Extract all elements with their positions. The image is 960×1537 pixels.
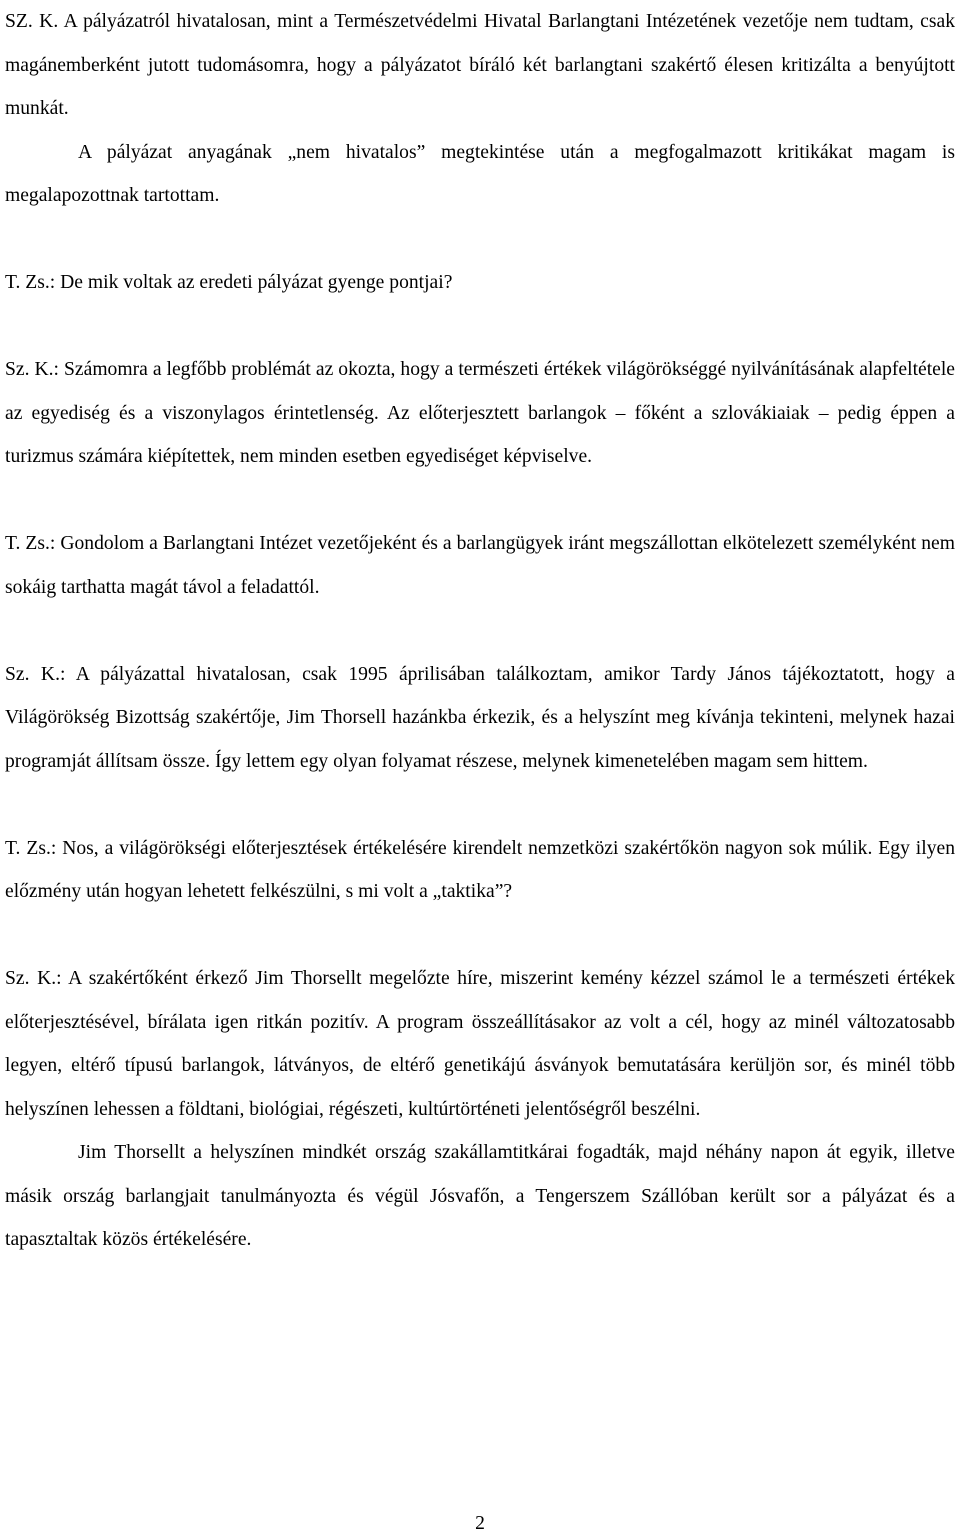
document-body (5, 0, 955, 1262)
paragraph-intro: SZ. K. A pályázatról hivatalosan, mint a Természetvédelmi Hivatal Barlangtani Intézetének vezetője nem tudtam, csak magánemberként jutott tudomásomra, hogy a pályázatot bíráló két barlangtani szakértő élesen kritizálta a benyújtott munkát. (5, 11, 955, 119)
paragraph-evaluation: Jim Thorsellt a helyszínen mindkét ország szakállamtitkárai fogadták, majd néhány napon át egyik, illetve másik ország barlangjait tanulmányozta és végül Jósvafőn, a Tengerszem Szállóban került sor a pályázat és a tapasztaltak közös értékelésére. (5, 1142, 955, 1250)
question-tactics: T. Zs.: Nos, a világörökségi előterjesztések értékelésére kirendelt nemzetközi szakértőkön nagyon sok múlik. Egy ilyen előzmény után hogyan lehetett felkészülni, s mi volt a „taktika”? (5, 837, 955, 902)
question-institute-head: T. Zs.: Gondolom a Barlangtani Intézet vezetőjeként és a barlangügyek iránt megszállottan elkötelezett személyként nem sokáig tarthatta magát távol a feladattól. (5, 533, 955, 598)
answer-official-contact: Sz. K.: A pályázattal hivatalosan, csak 1995 áprilisában találkoztam, amikor Tardy János tájékoztatott, hogy a Világörökség Bizottság szakértője, Jim Thorsell hazánkba érkezik, és a helyszínt meg kívánja tekinteni, melynek hazai programját állítsam össze. Így lettem egy olyan folyamat részese, melynek kimenetelében magam sem hittem. (5, 663, 955, 772)
answer-expert-visit: Sz. K.: A szakértőként érkező Jim Thorsellt megelőzte híre, miszerint kemény kézzel számol le a természeti értékek előterjesztésével, bírálata igen ritkán pozitív. A program összeállításakor az volt a cél, hogy az minél változatosabb legyen, eltérő típusú barlangok, látványos, de eltérő genetikájú ásványok bemutatására kerüljön sor, és minél több helyszínen lehessen a földtani, biológiai, régészeti, kultúrtörténeti jelentőségről beszélni. (5, 968, 955, 1120)
page-number: 2 (475, 1513, 485, 1534)
answer-weak-points: Sz. K.: Számomra a legfőbb problémát az okozta, hogy a természeti értékek világörökséggé nyilvánításának alapfeltétele az egyediség és a viszonylagos érintetlenség. Az előterjesztett barlangok – főként a szlovákiaiak – pedig éppen a turizmus számára kiépítettek, nem minden esetben egyediséget képviselve. (5, 359, 955, 467)
question-weak-points: T. Zs.: De mik voltak az eredeti pályázat gyenge pontjai? (5, 272, 453, 293)
paragraph-opinion: A pályázat anyagának „nem hivatalos” megtekintése után a megfogalmazott kritikákat magam is megalapozottnak tartottam. (5, 141, 955, 206)
